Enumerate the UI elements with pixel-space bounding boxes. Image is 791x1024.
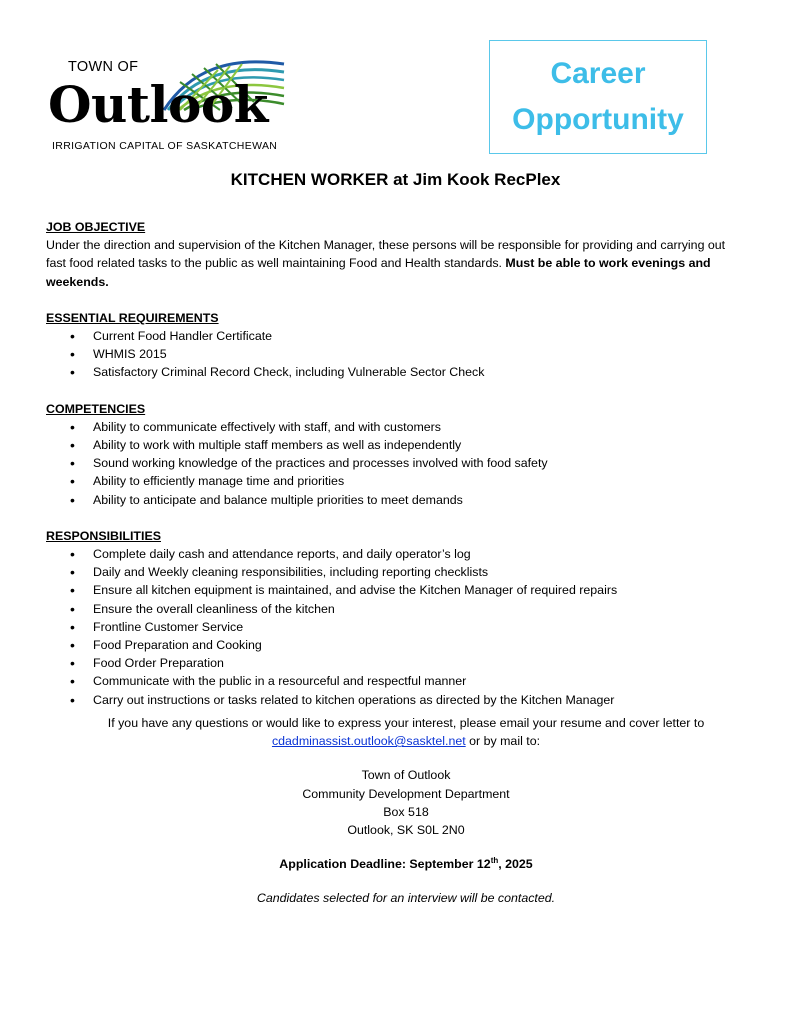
logo-wordmark: Outlook [48, 75, 268, 134]
address-line: Community Development Department [302, 786, 510, 801]
contact-section [46, 714, 766, 908]
job-objective-body: Under the direction and supervision of the Kitchen Manager, these persons will be responsible for providing and carrying out fast food related tasks to the public as well maintaining Food and Health standards. [46, 238, 726, 271]
contact-intro: If you have any questions or would like to express your interest, please email your resume and cover letter to [107, 716, 705, 730]
list-item: • Food Preparation and Cooking [46, 636, 746, 654]
job-objective-emphasis: Must be able to work evenings and weekends. [46, 256, 711, 289]
requirements-list [46, 327, 746, 382]
job-objective-text [46, 236, 746, 291]
contact-after-email: or by mail to: [465, 734, 541, 749]
deadline-sup: th [490, 856, 499, 866]
essential-requirements-section [46, 309, 746, 382]
town-logo [48, 52, 288, 152]
career-box-line2: Opportunity [512, 103, 684, 136]
responsibilities-list [46, 545, 746, 709]
list-item: • Complete daily cash and attendance reports, and daily operator’s log [46, 545, 746, 563]
page-title: KITCHEN WORKER at Jim Kook RecPlex [230, 170, 561, 189]
logo-town-of: TOWN OF [68, 59, 139, 75]
responsibilities-section [46, 527, 746, 709]
list-item: • Food Order Preparation [46, 654, 746, 672]
list-item: • Ensure all kitchen equipment is maintained, and advise the Kitchen Manager of required repairs [46, 581, 746, 599]
list-item: • Sound working knowledge of the practices and processes involved with food safety [46, 454, 746, 472]
list-item: • Frontline Customer Service [46, 618, 746, 636]
section-heading: COMPETENCIES [46, 401, 146, 416]
competencies-section [46, 400, 746, 509]
list-item: • WHMIS 2015 [46, 345, 746, 363]
list-item: • Ability to efficiently manage time and priorities [46, 472, 746, 490]
list-item: • Ability to communicate effectively with staff, and with customers [46, 418, 746, 436]
list-item: • Daily and Weekly cleaning responsibilities, including reporting checklists [46, 563, 746, 581]
deadline-prefix: Application Deadline: September 12 [279, 857, 491, 872]
career-opportunity-box [489, 40, 707, 154]
list-item: • Ability to anticipate and balance multiple priorities to meet demands [46, 491, 746, 509]
job-description [46, 218, 746, 727]
list-item: • Carry out instructions or tasks related to kitchen operations as directed by the Kitchen Manager [46, 691, 746, 709]
section-heading: ESSENTIAL REQUIREMENTS [46, 310, 219, 325]
list-item: • Communicate with the public in a resourceful and respectful manner [46, 672, 746, 690]
section-heading: RESPONSIBILITIES [46, 528, 161, 543]
section-heading: JOB OBJECTIVE [46, 220, 146, 234]
email-link[interactable]: cdadminassist.outlook@sasktel.net [271, 734, 466, 749]
logo-tagline: IRRIGATION CAPITAL OF SASKATCHEWAN [52, 140, 278, 152]
list-item: • Ability to work with multiple staff members as well as independently [46, 436, 746, 454]
job-objective-section [46, 218, 746, 291]
address-line: Outlook, SK S0L 2N0 [347, 823, 465, 838]
address-line: Town of Outlook [361, 768, 451, 783]
list-item: • Satisfactory Criminal Record Check, including Vulnerable Sector Check [46, 363, 746, 381]
list-item: • Current Food Handler Certificate [46, 327, 746, 345]
career-box-line1: Career [550, 57, 646, 90]
mailing-address [46, 766, 766, 839]
deadline-suffix: , 2025 [498, 857, 533, 872]
list-item: • Ensure the overall cleanliness of the kitchen [46, 600, 746, 618]
address-line: Box 518 [383, 804, 429, 819]
contact-email-line [46, 732, 766, 750]
competencies-list [46, 418, 746, 509]
application-deadline [46, 855, 766, 873]
interview-note: Candidates selected for an interview will be contacted. [256, 891, 556, 906]
